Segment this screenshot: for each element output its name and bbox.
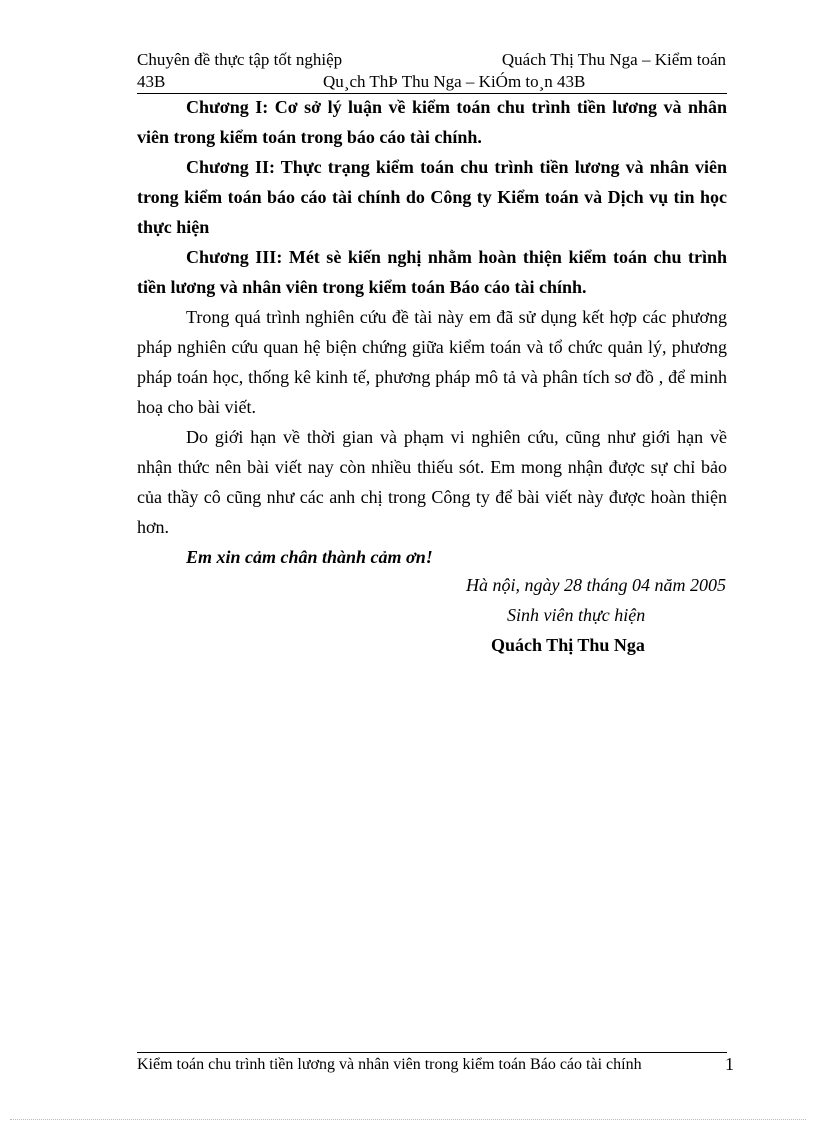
page-number: 1 bbox=[725, 1054, 734, 1074]
closing-thanks: Em xin cảm chân thành cảm ơn! bbox=[186, 547, 433, 567]
chapter-2-label: Chương II: bbox=[186, 157, 275, 177]
footer-text: Kiểm toán chu trình tiền lương và nhân viên trong kiểm toán Báo cáo tài chính bbox=[137, 1056, 642, 1073]
chapter-3 bbox=[137, 242, 727, 302]
chapter-1-text: Cơ sở lý luận về kiểm toán chu trình tiền lương và nhân viên trong kiểm toán trong báo cáo tài chính. bbox=[137, 97, 727, 147]
chapter-2-text: Thực trạng kiểm toán chu trình tiền lương và nhân viên trong kiểm toán báo cáo tài chính do Công ty Kiểm toán và Dịch vụ tin học thực hiện bbox=[137, 157, 727, 237]
signature-name: Quách Thị Thu Nga bbox=[491, 635, 645, 655]
paragraph-methods: Trong quá trình nghiên cứu đề tài này em đã sử dụng kết hợp các phương pháp nghiên cứu quan hệ biện chứng giữa kiểm toán và tổ chức quản lý, phương pháp toán học, thống kê kinh tế, phương pháp mô tả và phân tích sơ đồ , để minh hoạ cho bài viết. bbox=[137, 307, 727, 417]
page-bottom-border bbox=[10, 1119, 806, 1120]
header-left-title: Chuyên đề thực tập tốt nghiệp bbox=[137, 50, 343, 69]
footer-rule bbox=[137, 1052, 727, 1053]
chapter-1-label: Chương I: bbox=[186, 97, 269, 117]
body-text bbox=[137, 92, 727, 572]
header-right-author: Quách Thị Thu Nga – Kiểm toán bbox=[501, 50, 726, 69]
signature-date: Hà nội, ngày 28 tháng 04 năm 2005 bbox=[466, 575, 726, 595]
signature-role: Sinh viên thực hiện bbox=[507, 605, 646, 625]
chapter-1 bbox=[137, 92, 727, 152]
chapter-3-label: Chương III: bbox=[186, 247, 283, 267]
chapter-2 bbox=[137, 152, 727, 242]
header-class-code: 43B bbox=[137, 72, 166, 91]
chapter-3-text: Mét sè kiến nghị nhằm hoàn thiện kiểm toán chu trình tiền lương và nhân viên trong kiểm toán Báo cáo tài chính. bbox=[137, 247, 727, 297]
header-garbled-line: Qu¸ch ThÞ Thu Nga – KiÓm to¸n 43B bbox=[323, 72, 586, 91]
paragraph-limitations: Do giới hạn về thời gian và phạm vi nghiên cứu, cũng như giới hạn về nhận thức nên bài viết nay còn nhiều thiếu sót. Em mong nhận được sự chỉ bảo của thầy cô cũng như các anh chị trong Công ty để bài viết này được hoàn thiện hơn. bbox=[137, 427, 727, 537]
